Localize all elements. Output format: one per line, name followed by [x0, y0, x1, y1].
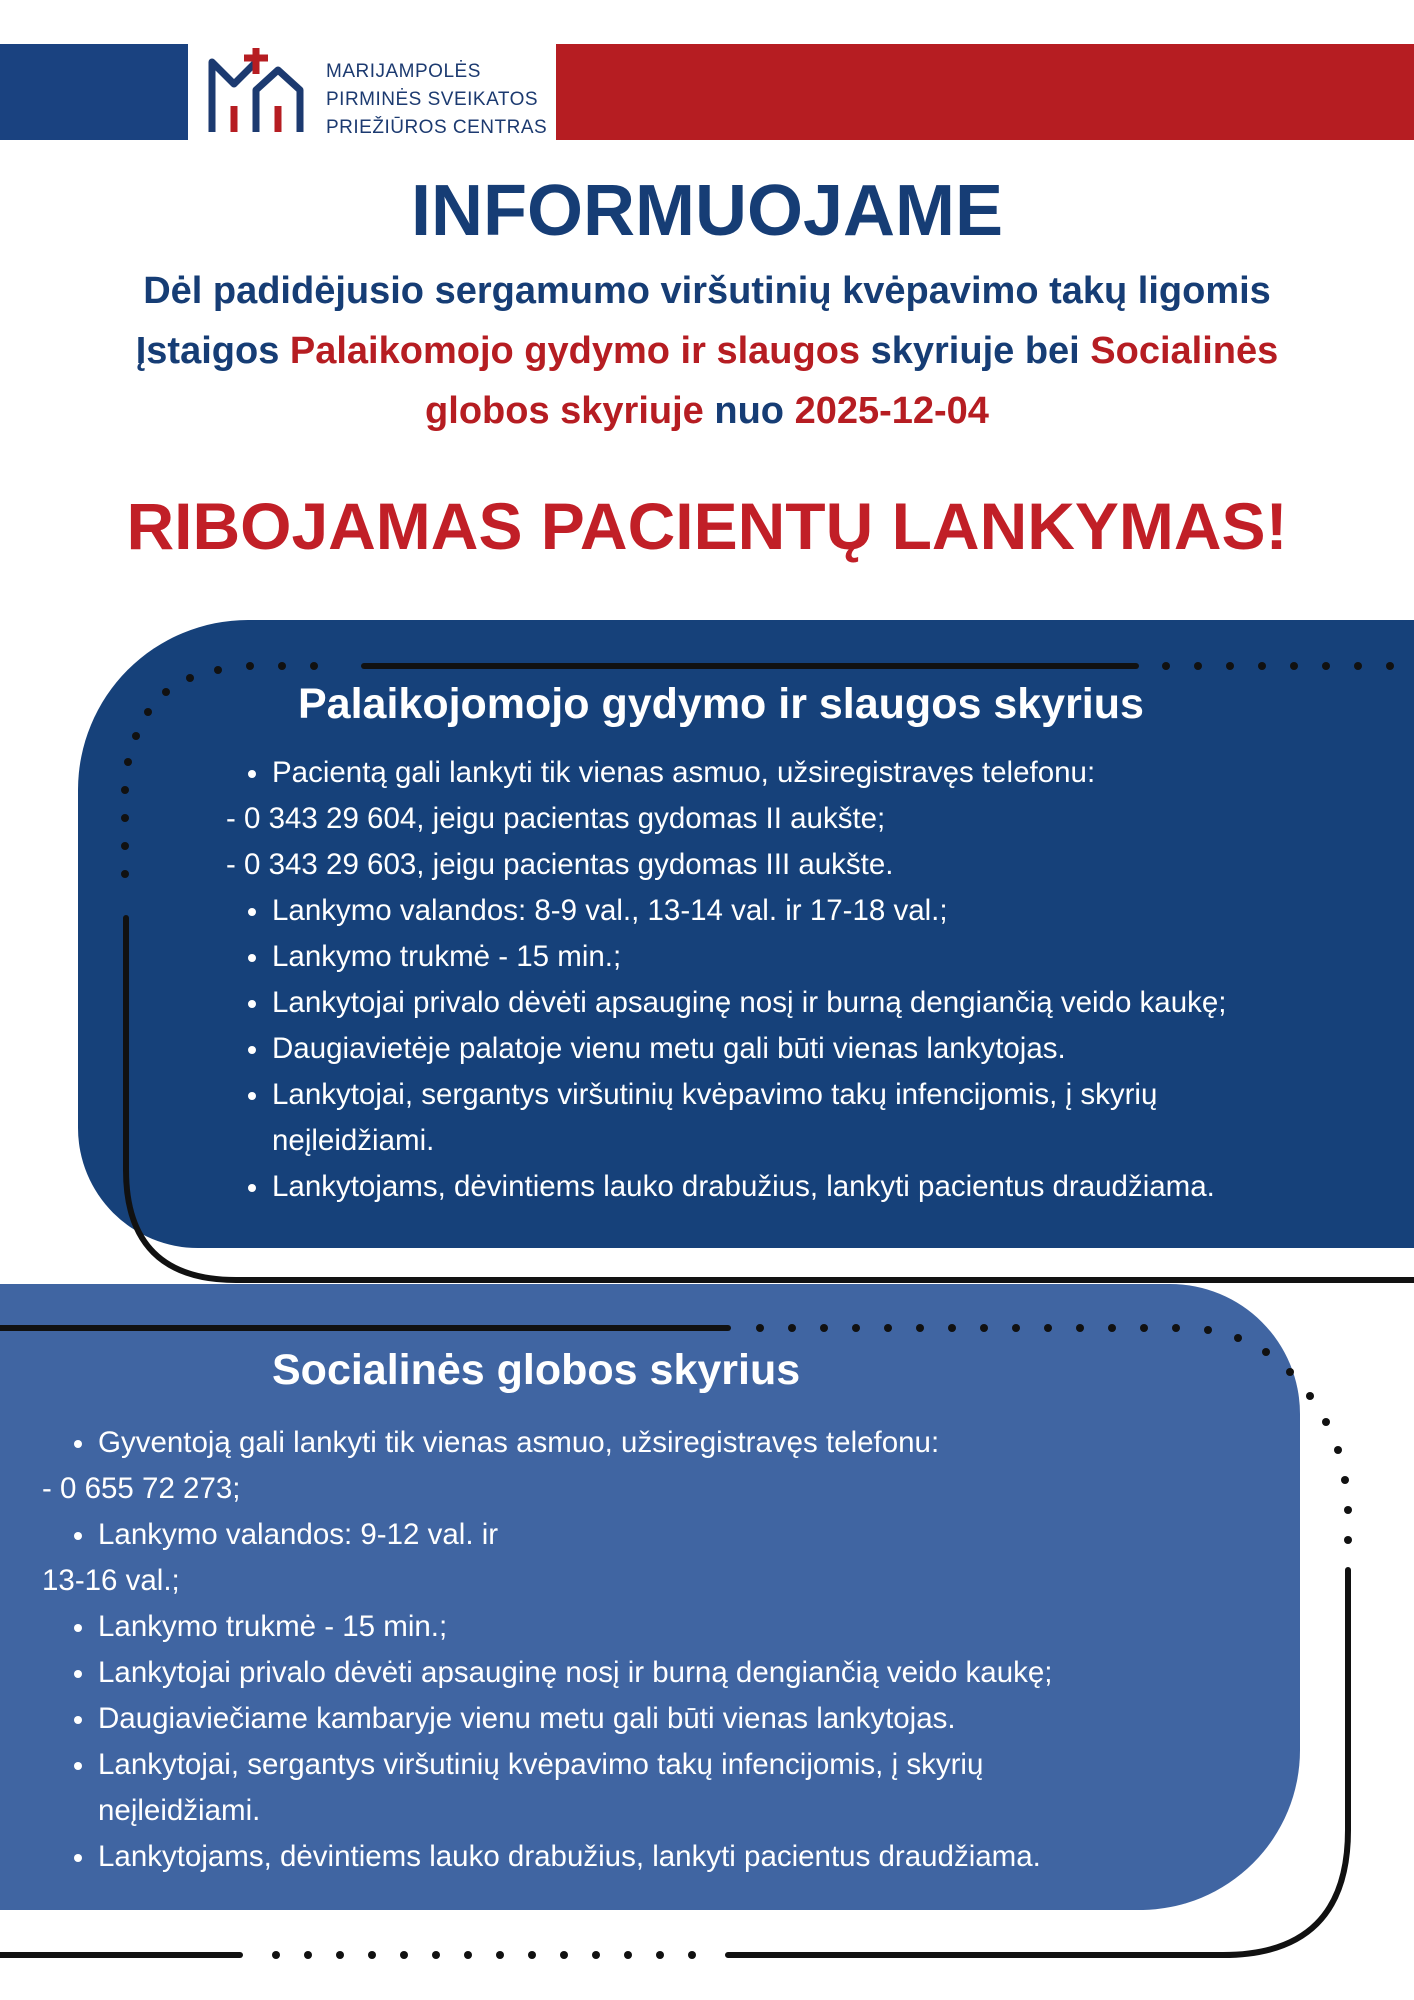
intro-text: Įstaigos — [135, 330, 290, 372]
section-2-hours — [72, 1512, 498, 1558]
list-item: Lankytojams, dėvintiems lauko drabužius, lankyti pacientus draudžiama. — [246, 1164, 1226, 1210]
list-item: Lankymo valandos: 9-12 val. ir — [72, 1512, 498, 1558]
list-item: Lankytojai privalo dėvėti apsauginę nosį ir burną dengiančią veido kaukę; — [246, 980, 1226, 1026]
section-2-list — [72, 1420, 939, 1466]
intro-highlight: globos skyriuje — [425, 390, 704, 432]
list-item-continuation: neįleidžiami. — [98, 1794, 261, 1827]
list-item: Daugiavietėje palatoje vienu metu gali būti vienas lankytojas. — [246, 1026, 1226, 1072]
list-item: Lankytojai, sergantys viršutinių kvėpavimo takų infencijomis, į skyrių — [246, 1072, 1226, 1118]
list-item: Lankytojai, sergantys viršutinių kvėpavimo takų infencijomis, į skyrių — [72, 1742, 1052, 1788]
list-item: Pacientą gali lankyti tik vienas asmuo, užsiregistravęs telefonu: — [246, 750, 1095, 796]
list-item: Daugiaviečiame kambaryje vienu metu gali būti vienas lankytojas. — [72, 1696, 1052, 1742]
org-name-line: PIRMINĖS SVEIKATOS — [326, 89, 539, 110]
list-item-continuation: neįleidžiami. — [272, 1124, 435, 1157]
list-item: Lankymo trukmė - 15 min.; — [72, 1604, 1052, 1650]
section-2-title: Socialinės globos skyrius — [272, 1346, 801, 1394]
phone-line: - 0 343 29 604, jeigu pacientas gydomas II aukšte; — [226, 802, 886, 835]
phone-line: - 0 655 72 273; — [42, 1472, 241, 1505]
intro-text: skyriuje bei — [860, 330, 1091, 372]
intro-text: nuo — [703, 390, 795, 432]
list-item: Lankytojams, dėvintiems lauko drabužius, lankyti pacientus draudžiama. — [72, 1834, 1052, 1880]
alert-banner: RIBOJAMAS PACIENTŲ LANKYMAS! — [126, 489, 1288, 563]
section-1-title: Palaikojomojo gydymo ir slaugos skyrius — [298, 680, 1144, 728]
list-item-continuation: 13-16 val.; — [42, 1564, 180, 1597]
intro-line-1: Dėl padidėjusio sergamumo viršutinių kvėpavimo takų ligomis — [143, 270, 1271, 312]
intro-highlight: Socialinės — [1090, 330, 1279, 372]
list-item: Lankymo valandos: 8-9 val., 13-14 val. ir 17-18 val.; — [246, 888, 1226, 934]
org-name-line: PRIEŽIŪROS CENTRAS — [326, 117, 548, 138]
list-item: Gyventoją gali lankyti tik vienas asmuo, užsiregistravęs telefonu: — [72, 1420, 939, 1466]
page-title: INFORMUOJAME — [411, 171, 1003, 251]
section-2-phones — [42, 1466, 240, 1512]
list-item: Lankymo trukmė - 15 min.; — [246, 934, 1226, 980]
org-name-line: MARIJAMPOLĖS — [326, 61, 481, 82]
section-1-list-cont — [246, 888, 1226, 1210]
section-2-list-cont — [72, 1604, 1052, 1880]
intro-highlight: Palaikomojo gydymo ir slaugos — [289, 330, 861, 372]
list-item: Lankytojai privalo dėvėti apsauginę nosį ir burną dengiančią veido kaukę; — [72, 1650, 1052, 1696]
section-1-phones — [226, 796, 893, 888]
section-1-list — [246, 750, 1095, 796]
phone-line: - 0 343 29 603, jeigu pacientas gydomas III aukšte. — [226, 848, 894, 881]
intro-date: 2025-12-04 — [794, 390, 989, 432]
section-2-hours-cont — [42, 1558, 180, 1604]
